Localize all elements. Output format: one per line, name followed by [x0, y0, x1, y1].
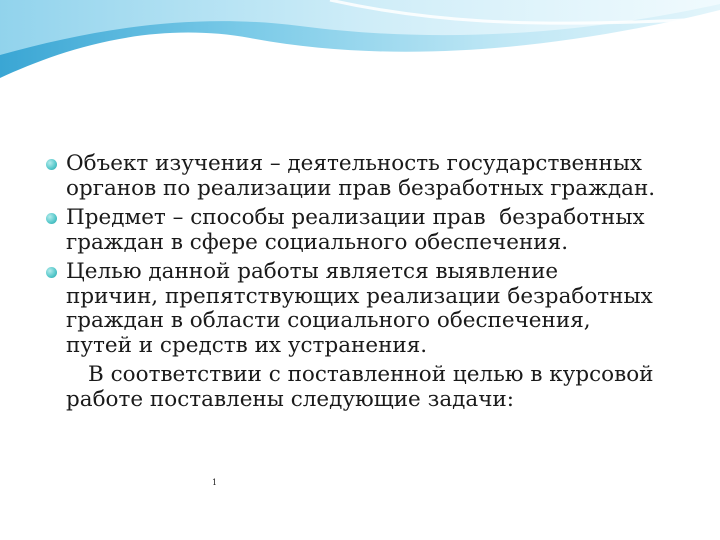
bullet-item-goal: [46, 260, 706, 358]
footnote-marker: 1: [212, 478, 218, 487]
bullet-item-object: [46, 152, 706, 201]
bullet-line: путей и средств их устранения.: [66, 332, 428, 358]
bullet-line: Объект изучения – деятельность государственных: [66, 151, 643, 176]
paragraph-line: работе поставлены следующие задачи:: [66, 386, 515, 412]
slide-body: [46, 152, 706, 412]
bullet-line: Целью данной работы является выявление: [66, 259, 559, 284]
header-wave-decoration: [0, 0, 720, 90]
bullet-line: граждан в сфере социального обеспечения.: [66, 229, 569, 255]
bullet-dot-icon: [46, 267, 57, 278]
bullet-line: органов по реализации прав безработных граждан.: [66, 175, 656, 201]
bullet-dot-icon: [46, 213, 57, 224]
bullet-line: граждан в области социального обеспечения,: [66, 308, 591, 333]
tasks-paragraph: [46, 363, 706, 412]
bullet-line: причин, препятствующих реализации безработных: [66, 283, 653, 309]
bullet-dot-icon: [46, 159, 57, 170]
bullet-line: Предмет – способы реализации прав безработных: [66, 205, 645, 230]
bullet-item-subject: [46, 206, 706, 255]
paragraph-line: В соответствии с поставленной целью в курсовой: [88, 362, 654, 387]
